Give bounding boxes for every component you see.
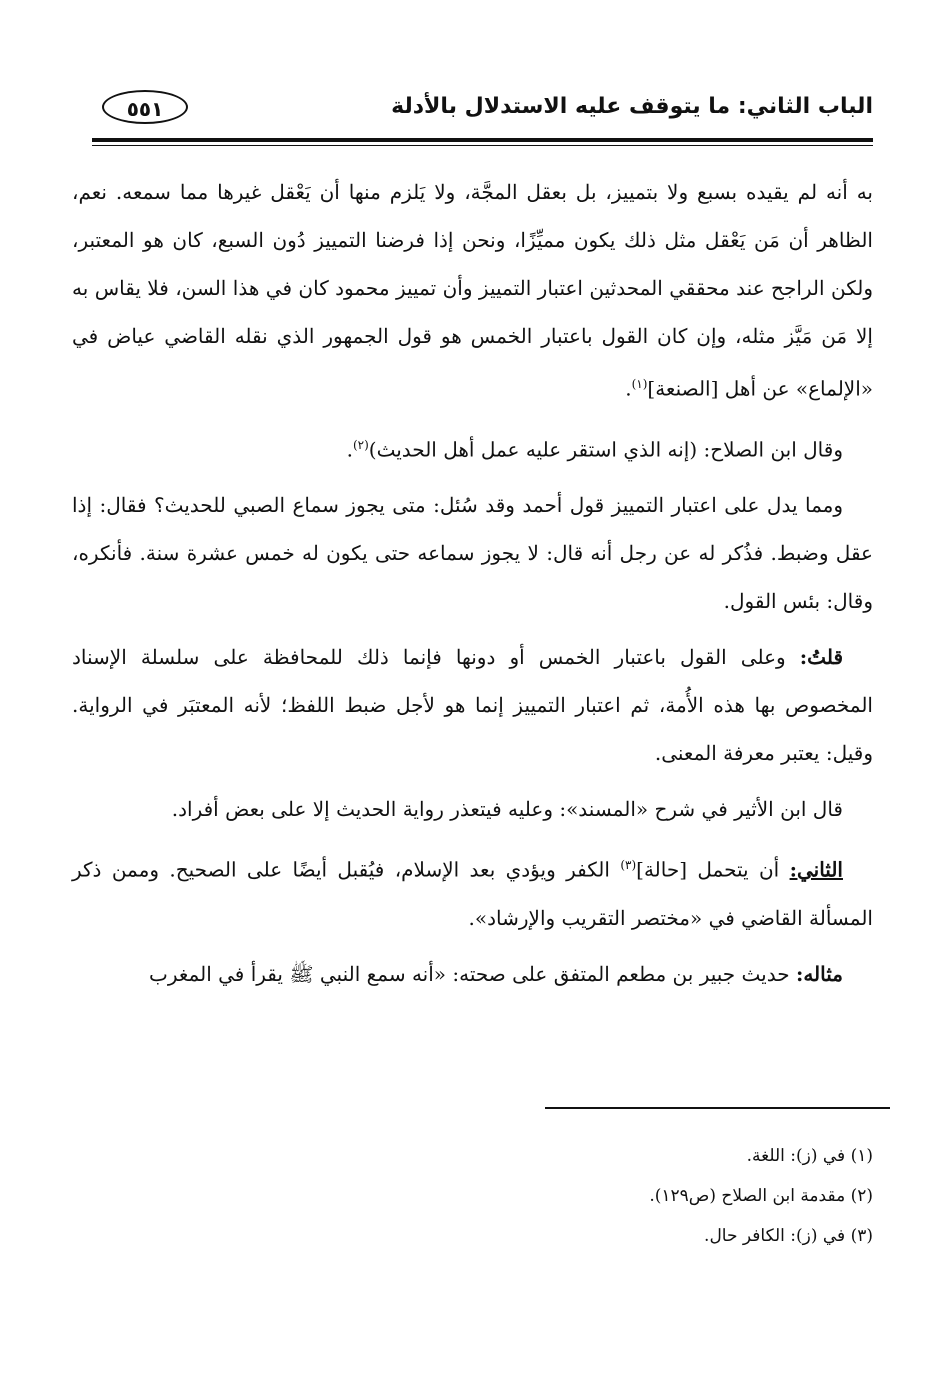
paragraph-6: الثاني: أن يتحمل [حالة]$^{(٣)}$ الكفر ويؤدي بعد الإسلام، فيُقبل أيضًا على الصحيح. وممن ذكر المسألة القاضي في «مختصر التقريب والإرشاد». — [72, 857, 873, 930]
page-header — [92, 88, 873, 134]
paragraph-4: قلتُ: وعلى القول باعتبار الخمس أو دونها فإنما ذلك للمحافظة على سلسلة الإسناد المخصوص بها هذه الأُمة، ثم اعتبار التمييز إنما هو لأجل ضبط اللفظ؛ لأنه المعتبَر في الرواية. وقيل: يعتبر معرفة المعنى. — [72, 645, 873, 766]
paragraph-3: ومما يدل على اعتبار التمييز قول أحمد وقد سُئل: متى يجوز سماع الصبي للحديث؟ فقال: إذا عقل وضبط. فذُكر له عن رجل أنه قال: لا يجوز سماعه حتى يكون له خمس عشرة سنة. فأنكره، وقال: بئس القول. — [72, 493, 873, 614]
header-rule-thick — [92, 138, 873, 142]
chapter-title: الباب الثاني: ما يتوقف عليه الاستدلال بالأدلة — [391, 94, 873, 119]
main-text — [72, 168, 873, 1006]
page-number-badge: ٥٥١ — [102, 90, 188, 124]
lead-word-second: الثاني: — [789, 857, 843, 882]
footnote-ref-3: (٣) — [620, 858, 637, 873]
paragraph-7: مثاله: حديث جبير بن مطعم المتفق على صحته: «أنه سمع النبي ﷺ يقرأ في المغرب — [149, 961, 843, 986]
lead-word-qultu: قلتُ: — [799, 645, 843, 670]
header-rule-thin — [92, 145, 873, 146]
lead-word-example: مثاله: — [795, 961, 843, 986]
footnote-2: (٢) مقدمة ابن الصلاح (ص١٢٩). — [649, 1186, 873, 1206]
footnote-separator — [545, 1107, 890, 1109]
paragraph-1: به أنه لم يقيده بسبع ولا بتمييز، بل بعقل المجَّة، ولا يَلزم منها أن يَعْقل غيرها مما سمعه. نعم، الظاهر أن مَن يَعْقل مثل ذلك يكون مميِّزًا، ونحن إذا فرضنا التمييز دُون السبع، كان هو المعتبر، ولكن الراجح عند محققي المحدثين اعتبار التمييز وأن تمييز محمود كان في هذا السن، فلا يقاس به إلا مَن مَيَّز مثله، وإن كان القول باعتبار الخمس هو قول الجمهور الذي نقله القاضي عياض في «الإلماع» عن أهل [الصنعة]$^{(١)}$. — [72, 180, 873, 401]
paragraph-2: وقال ابن الصلاح: (إنه الذي استقر عليه عمل أهل الحديث)$^{(٢)}$. — [346, 437, 843, 462]
footnote-ref-1: (١) — [631, 377, 648, 391]
footnote-3: (٣) في (ز): الكافر حال. — [704, 1226, 873, 1246]
footnote-ref-2: (٢) — [352, 437, 369, 452]
paragraph-5: قال ابن الأثير في شرح «المسند»: وعليه فيتعذر رواية الحديث إلا على بعض أفراد. — [171, 797, 843, 822]
footnotes — [92, 1136, 873, 1256]
footnote-1: (١) في (ز): اللغة. — [746, 1146, 873, 1166]
